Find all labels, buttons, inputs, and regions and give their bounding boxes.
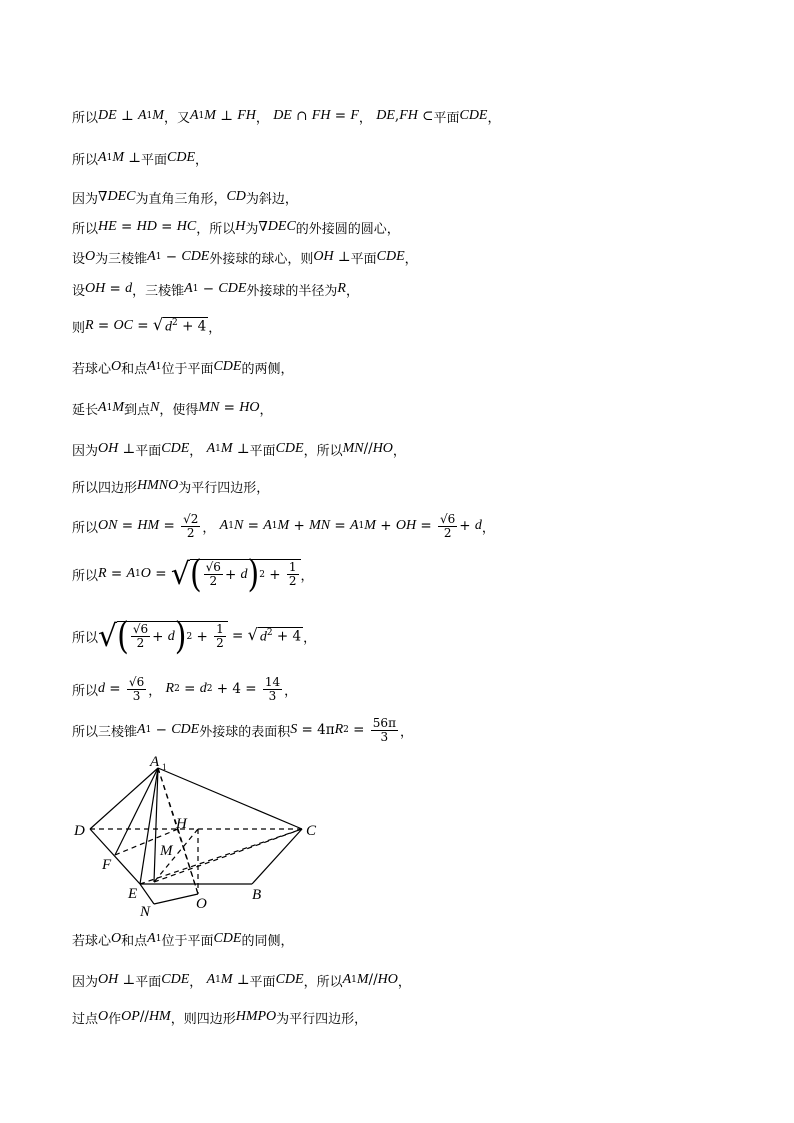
pyramid-figure <box>70 752 350 922</box>
text-line-13: 所以 R = A 1 O = √ ( $\frac{√6}{2}$ + d ) 2 + $\frac{1}{2}$ ， <box>72 552 314 596</box>
text-line-15: 所以 d = $\frac{√6}{3}$ ， R 2 = d 2 + 4 = $\frac{14}{3}$ ， <box>72 674 298 703</box>
text-line-7: 则 R = OC = √ $d^2 + 4$ ， <box>72 314 222 336</box>
text-line-16: 所以三棱锥 A 1 − CDE 外接球的表面积 S = 4π R 2 = $\frac{56\pi}{3}$ ， <box>72 715 413 744</box>
text-line-17: 若球心 O 和点 A 1 位于平面 CDE 的同侧， <box>72 931 294 949</box>
text-line-5: 设 O 为三棱锥 A 1 − CDE 外接球的球心，则 OH ⊥ 平面 CDE ， <box>72 249 418 267</box>
text-line-12: 所以 ON = HM = $\frac{√2}{2}$ ， A 1 N = A 1 M + MN = A 1 M + OH = $\frac{√6}{2}$ + d ， <box>72 511 495 540</box>
text-line-6: 设 OH = d ，三棱锥 A 1 − CDE 外接球的半径为 R ， <box>72 281 359 299</box>
label-D: D <box>74 823 85 839</box>
label-B: B <box>252 887 262 903</box>
text-line-18: 因为 OH ⊥ 平面 CDE ， A 1 M ⊥ 平面 CDE ，所以 A 1 M // HO ， <box>72 972 411 990</box>
label-A-sub: 1 <box>162 762 167 772</box>
text-line-19: 过点 O 作 OP // HM ，则四边形 HMPO 为平行四边形， <box>72 1009 368 1027</box>
text-line-14: 所以 √ ( $\frac{√6}{2}$ + d ) 2 + $\frac{1}{2}$ = √ $d^2 + 4$ ， <box>72 614 317 658</box>
label-A: A <box>150 754 160 770</box>
label-H: H <box>176 816 187 832</box>
text-line-1: 所以 DE ⊥ A 1 M ，又 A 1 M ⊥ FH ， DE ∩ FH = F ， DE , FH ⊂ 平面 CDE ， <box>72 108 501 126</box>
label-F: F <box>102 857 112 873</box>
text-line-3: 因为 ∇ DEC 为直角三角形， CD 为斜边， <box>72 189 298 207</box>
text-line-8: 若球心 O 和点 A 1 位于平面 CDE 的两侧， <box>72 359 294 377</box>
label-M: M <box>160 843 173 859</box>
text-line-9: 延长 A 1 M 到点 N ，使得 MN = HO ， <box>72 400 273 418</box>
label-N: N <box>140 904 151 920</box>
text-line-10: 因为 OH ⊥ 平面 CDE ， A 1 M ⊥ 平面 CDE ，所以 MN // HO ， <box>72 441 406 459</box>
label-O: O <box>196 896 207 912</box>
text-line-11: 所以四边形 HMNO 为平行四边形， <box>72 478 270 496</box>
label-E: E <box>128 886 138 902</box>
text-line-2: 所以 A 1 M ⊥ 平面 CDE ， <box>72 150 209 168</box>
label-C: C <box>306 823 317 839</box>
text-line-4: 所以 HE = HD = HC ，所以 H 为 ∇ DEC 的外接圆的圆心， <box>72 219 400 237</box>
